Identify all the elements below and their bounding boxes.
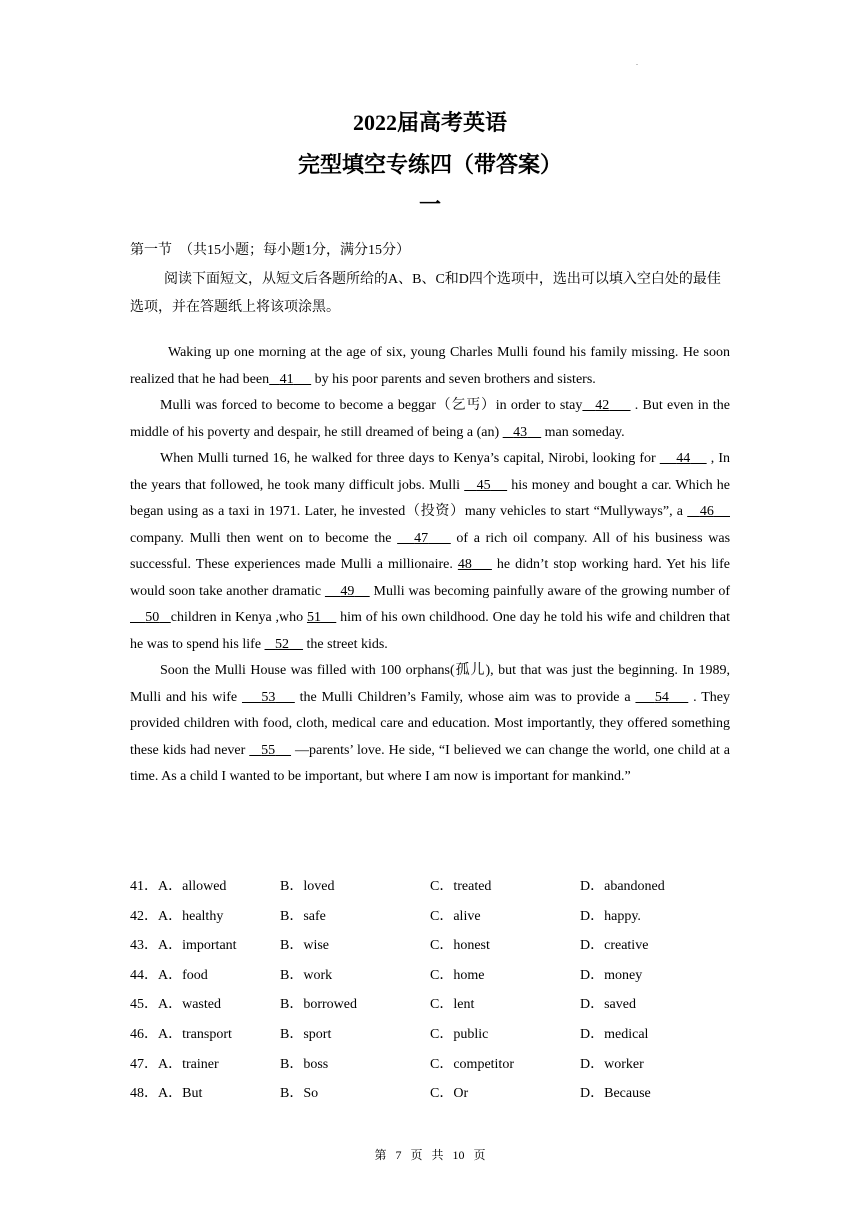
question-41: 41．A．allowed B．loved C．treated D．abandoned [130, 879, 665, 894]
blank-52: 52 [275, 636, 290, 652]
question-46: 46．A．transport B．sport C．public D．medical [130, 1026, 649, 1042]
blank-46: 46 [699, 504, 714, 519]
question-48: 48．A．But B．So C．Or D．Because [130, 1086, 651, 1102]
page-footer: 第 7 页 共 10 页 [374, 1148, 486, 1162]
blank-51: 51 [306, 610, 321, 625]
question-42: 42．A．healthy B．safe C．alive D．happy. [130, 908, 641, 924]
paragraph-4: Soon the Mulli House was filled with 100 orphans(孤儿), but that was just the beginning. In 1989, Mulli and his wife 53 the Mulli Children’s Family, whose aim was to provide a 54 . They provided children with food, cloth, medical care and education. Most importantly, they offered something these kids had never 55 —parents’ love. He side, “I believed we can change the world, one child at a time. As a child I wanted to be important, but where I am now is important for mankind.” [130, 663, 731, 784]
blank-50: 50 [145, 610, 160, 625]
document-subtitle: 完型填空专练四（带答案） [297, 152, 562, 177]
question-45: 45．A．wasted B．borrowed C．lent D．saved [130, 997, 636, 1013]
paragraph-2: Mulli was forced to become to become a beggar（乞丐）in order to stay 42 . But even in the middle of his poverty and despair, he still dreamed of being a (an) 43 man someday. [130, 398, 731, 440]
section-header: 第一节 （共15小题；每小题1分，满分15分） [130, 243, 410, 258]
blank-54: 54 [654, 689, 669, 705]
question-43: 43．A．important B．wise C．honest D．creative [130, 938, 649, 954]
header-dot: . [636, 58, 638, 67]
blank-49: 49 [340, 583, 355, 599]
blank-45: 45 [476, 477, 491, 493]
question-44: 44．A．food B．work C．home D．money [130, 967, 643, 983]
blank-43: 43 [513, 424, 528, 440]
question-47: 47．A．trainer B．boss C．competitor D．worker [130, 1056, 644, 1072]
blank-42: 42 [595, 398, 610, 413]
blank-47: 47 [414, 530, 429, 546]
blank-55: 55 [261, 742, 276, 758]
paragraph-3: When Mulli turned 16, he walked for three days to Kenya’s capital, Nirobi, looking for 44 , In the years that followed, he took many difficult jobs. Mulli 45 his money and bought a car. Which he began using as a taxi in 1971. Later, he invested（投资）many vehicles to start “Mullyways”, a 46 company. Mulli then went on to become the 47 of a rich oil company. All of his business was successful. These experiences made Mulli a millionaire. 48 he didn’t stop working hard. Yet his life would soon take another dramatic 49 Mulli was becoming painfully aware of the growing number of 50 children in Kenya ,who 51 him of his own childhood. One day he told his wife and children that he was to spend his life 52 the street kids. [130, 451, 731, 652]
part-number: 一 [418, 192, 441, 217]
passage [130, 340, 730, 791]
blank-44: 44 [676, 451, 691, 466]
document-title: 2022届高考英语 [352, 110, 507, 135]
answer-options [130, 872, 730, 1109]
paragraph-1: Waking up one morning at the age of six, young Charles Mulli found his family missing. He soon realized that he had been 41 by his poor parents and seven brothers and sisters. [130, 345, 730, 387]
blank-53: 53 [261, 689, 276, 705]
blank-41: 41 [279, 371, 294, 387]
blank-48: 48 [457, 557, 472, 572]
instructions: 阅读下面短文，从短文后各题所给的A、B、C和D四个选项中，选出可以填入空白处的最佳选项，并在答题纸上将该项涂黑。 [130, 272, 721, 315]
